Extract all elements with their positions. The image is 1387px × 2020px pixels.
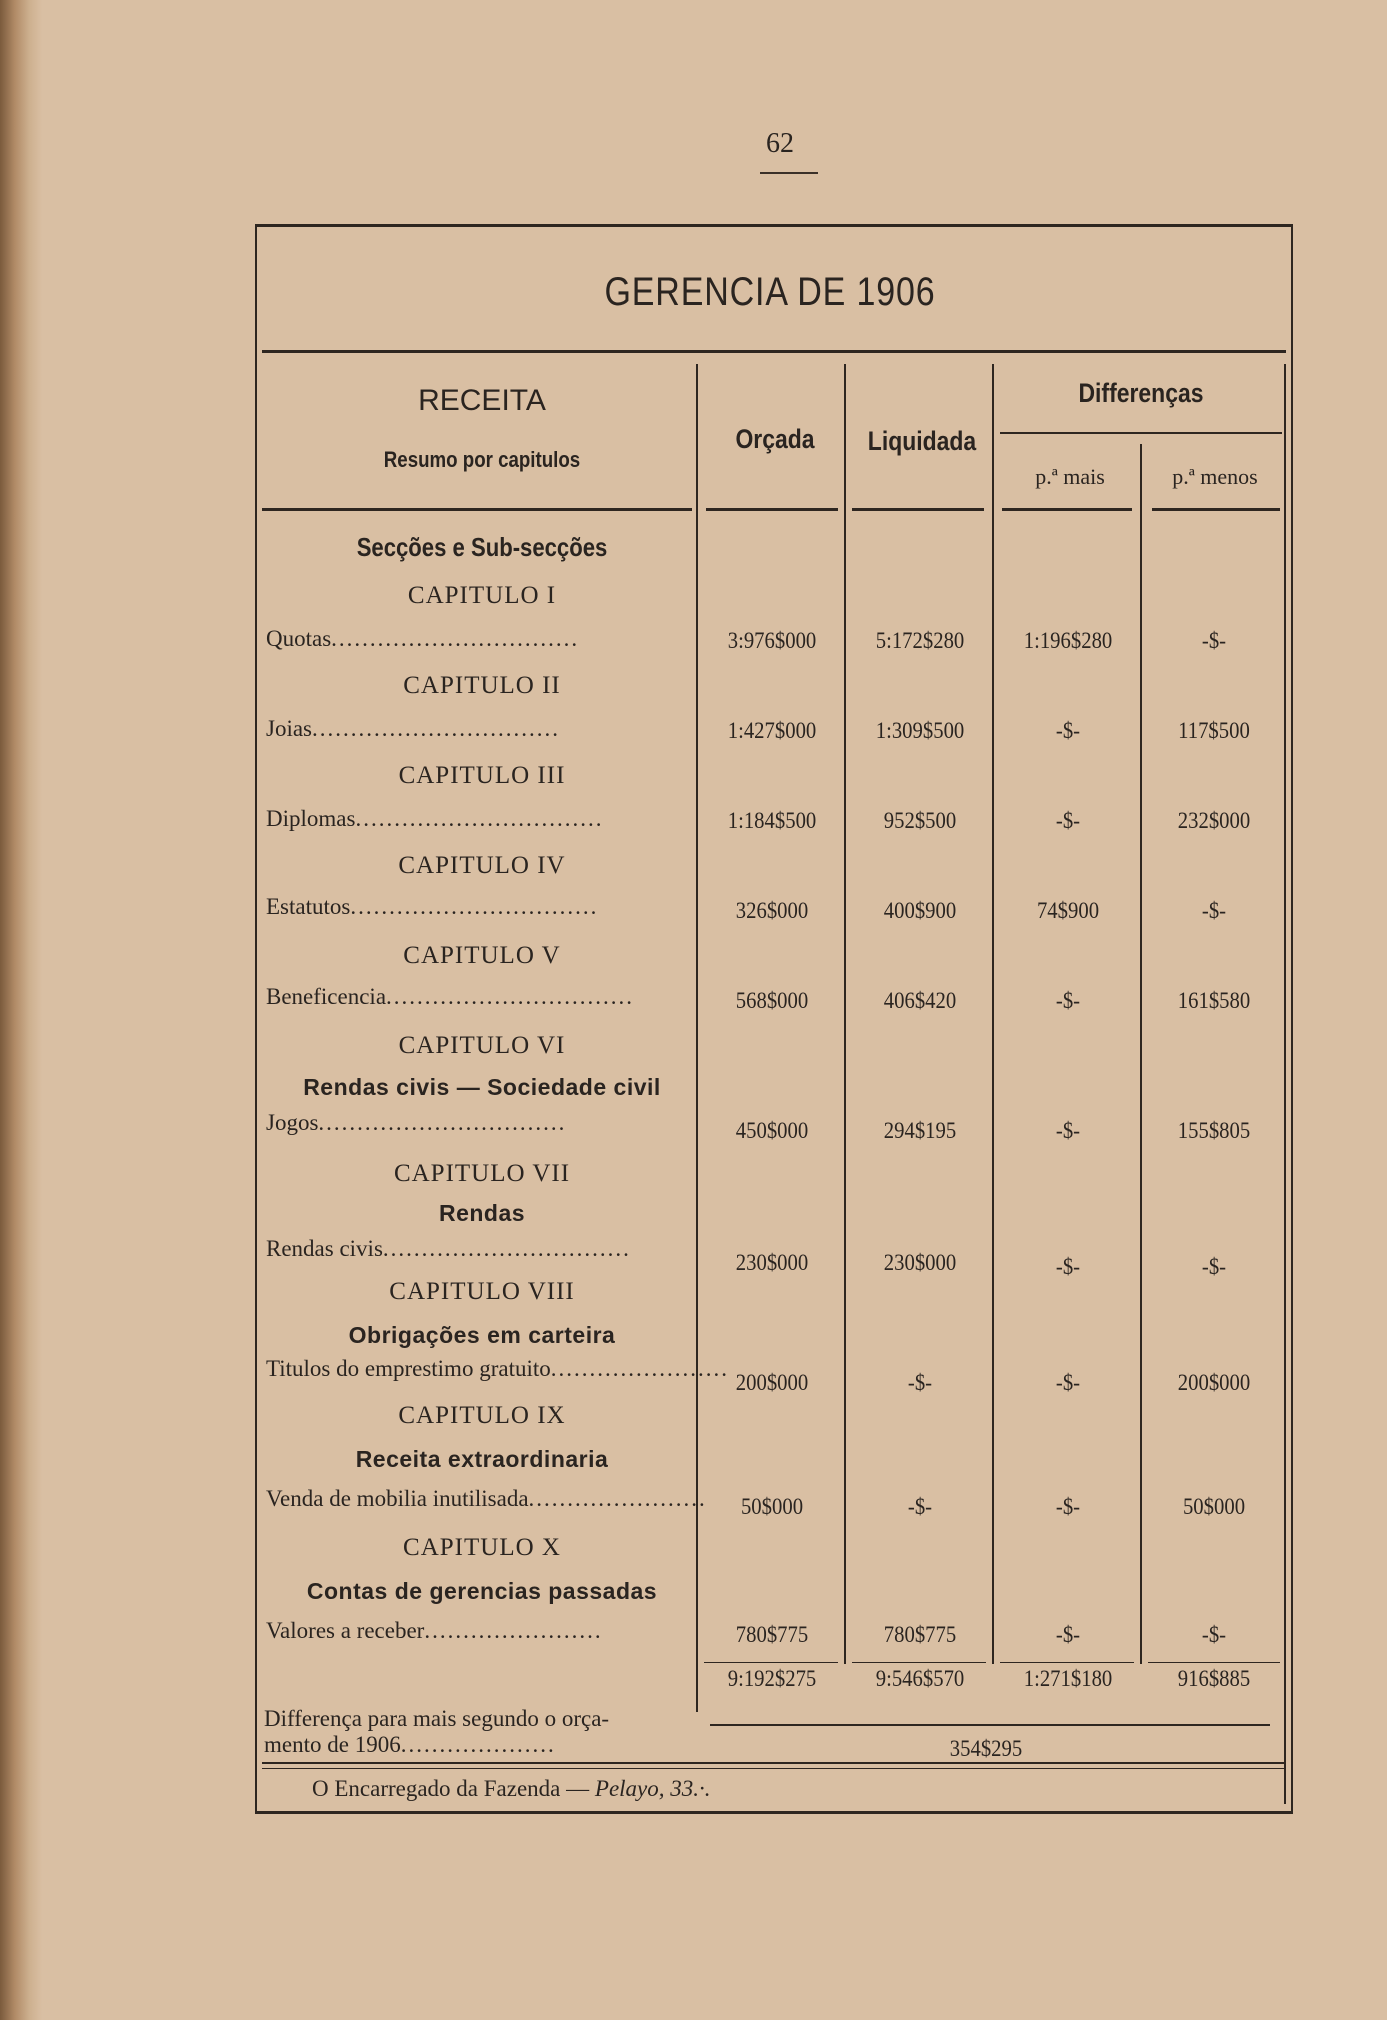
totals-rule-liquidada — [852, 1662, 986, 1663]
chapter-heading: CAPITULO I — [407, 582, 557, 609]
value-mais: -$- — [1055, 1254, 1081, 1279]
chapter-subheading: Rendas — [438, 1200, 526, 1226]
value-orcada: 780$775 — [735, 1622, 809, 1647]
item-label: Valores a receber....................... — [266, 1618, 603, 1643]
header-rule-liquidada — [852, 508, 984, 511]
value-mais: -$- — [1055, 718, 1081, 743]
item-label: Beneficencia................................ — [266, 984, 635, 1009]
total-liquidada: 9:546$570 — [875, 1666, 965, 1691]
value-liquidada: 1:309$500 — [875, 718, 965, 743]
value-mais: -$- — [1055, 808, 1081, 833]
chapter-heading: CAPITULO VIII — [389, 1278, 575, 1305]
item-label: Venda de mobilia inutilisada....................... — [266, 1486, 707, 1511]
chapter-subheading: Contas de gerencias passadas — [306, 1578, 658, 1604]
value-menos: 117$500 — [1178, 718, 1250, 743]
item-label: Joias................................ — [266, 716, 560, 741]
value-menos: 161$580 — [1177, 988, 1251, 1013]
chapter-heading: CAPITULO II — [403, 672, 561, 699]
differencas-rule — [1000, 432, 1282, 434]
item-label: Jogos................................ — [266, 1110, 567, 1135]
value-liquidada: 294$195 — [883, 1118, 957, 1143]
item-label: Diplomas................................ — [266, 806, 604, 831]
header-rule-menos — [1152, 508, 1280, 511]
footer-rule-top — [262, 1762, 1286, 1764]
chapter-heading: CAPITULO IX — [398, 1402, 566, 1429]
item-label: Titulos do emprestimo gratuito....................... — [266, 1356, 729, 1381]
value-menos: -$- — [1201, 898, 1227, 923]
value-menos: 200$000 — [1177, 1370, 1251, 1395]
page-number: 62 — [766, 128, 794, 159]
header-differencas: Differenças — [1078, 378, 1204, 408]
title-rule — [262, 350, 1286, 353]
value-liquidada: 952$500 — [883, 808, 957, 833]
value-liquidada: -$- — [907, 1494, 933, 1519]
total-menos: 916$885 — [1177, 1666, 1251, 1691]
page-title: GERENCIA DE 1906 — [604, 270, 936, 314]
col-rule-3 — [992, 364, 994, 1664]
value-mais: 1:196$280 — [1023, 628, 1113, 653]
value-orcada: 568$000 — [735, 988, 809, 1013]
col-rule-5 — [1284, 364, 1286, 1804]
chapter-heading: CAPITULO VII — [393, 1160, 571, 1187]
difference-rule — [710, 1724, 1270, 1726]
item-label: Quotas................................ — [266, 626, 580, 651]
total-mais: 1:271$180 — [1023, 1666, 1113, 1691]
value-menos: -$- — [1201, 628, 1227, 653]
chapter-subheading: Receita extraordinaria — [355, 1446, 609, 1472]
totals-rule-orcada — [704, 1662, 838, 1663]
value-liquidada: 5:172$280 — [875, 628, 965, 653]
value-liquidada: 406$420 — [883, 988, 957, 1013]
value-mais: -$- — [1055, 1494, 1081, 1519]
value-mais: -$- — [1055, 1118, 1081, 1143]
book-spine-edge — [0, 0, 42, 2020]
value-liquidada: 780$775 — [883, 1622, 957, 1647]
chapter-heading: CAPITULO X — [403, 1534, 561, 1561]
header-receita: RECEITA — [418, 384, 546, 417]
header-rule-mais — [1002, 508, 1132, 511]
value-orcada: 1:427$000 — [727, 718, 817, 743]
footer-rule-top-2 — [262, 1768, 1286, 1769]
value-orcada: 3:976$000 — [727, 628, 817, 653]
value-orcada: 230$000 — [735, 1250, 809, 1275]
header-rule-desc — [262, 508, 692, 511]
value-orcada: 50$000 — [740, 1494, 804, 1519]
value-mais: -$- — [1055, 1370, 1081, 1395]
value-menos: 232$000 — [1177, 808, 1251, 833]
section-title: Secções e Sub-secções — [356, 532, 608, 562]
header-resumo: Resumo por capitulos — [383, 447, 581, 472]
totals-rule-menos — [1148, 1662, 1280, 1663]
col-rule-4 — [1140, 444, 1142, 1664]
chapter-heading: CAPITULO III — [398, 762, 566, 789]
header-orcada: Orçada — [735, 424, 815, 454]
value-mais: -$- — [1055, 988, 1081, 1013]
footer-signature-line: O Encarregado da Fazenda — Pelayo, 33.·. — [312, 1776, 711, 1801]
value-liquidada: 400$900 — [883, 898, 957, 923]
value-liquidada: 230$000 — [883, 1250, 957, 1275]
chapter-heading: CAPITULO V — [403, 942, 561, 969]
totals-rule-mais — [1000, 1662, 1134, 1663]
col-rule-2 — [844, 364, 846, 1664]
chapter-subheading: Rendas civis — Sociedade civil — [303, 1074, 661, 1100]
difference-value: 354$295 — [949, 1736, 1023, 1761]
item-label: Rendas civis................................ — [266, 1236, 631, 1261]
chapter-heading: CAPITULO VI — [398, 1032, 566, 1059]
value-menos: -$- — [1201, 1622, 1227, 1647]
chapter-subheading: Obrigações em carteira — [348, 1322, 616, 1348]
total-orcada: 9:192$275 — [727, 1666, 817, 1691]
value-liquidada: -$- — [907, 1370, 933, 1395]
value-mais: 74$900 — [1036, 898, 1100, 923]
header-rule-orcada — [706, 508, 838, 511]
value-mais: -$- — [1055, 1622, 1081, 1647]
item-label: Estatutos................................ — [266, 894, 599, 919]
header-mais: p.ª mais — [1035, 464, 1105, 489]
value-orcada: 326$000 — [735, 898, 809, 923]
difference-label: Differença para mais segundo o orça- mento de 1906.................... — [264, 1706, 610, 1757]
value-menos: -$- — [1201, 1254, 1227, 1279]
value-orcada: 450$000 — [735, 1118, 809, 1143]
value-orcada: 1:184$500 — [727, 808, 817, 833]
value-orcada: 200$000 — [735, 1370, 809, 1395]
header-liquidada: Liquidada — [867, 426, 977, 456]
page-number-underline — [760, 172, 818, 174]
value-menos: 50$000 — [1182, 1494, 1246, 1519]
chapter-heading: CAPITULO IV — [398, 852, 566, 879]
header-menos: p.ª menos — [1172, 464, 1258, 489]
value-menos: 155$805 — [1177, 1118, 1251, 1143]
